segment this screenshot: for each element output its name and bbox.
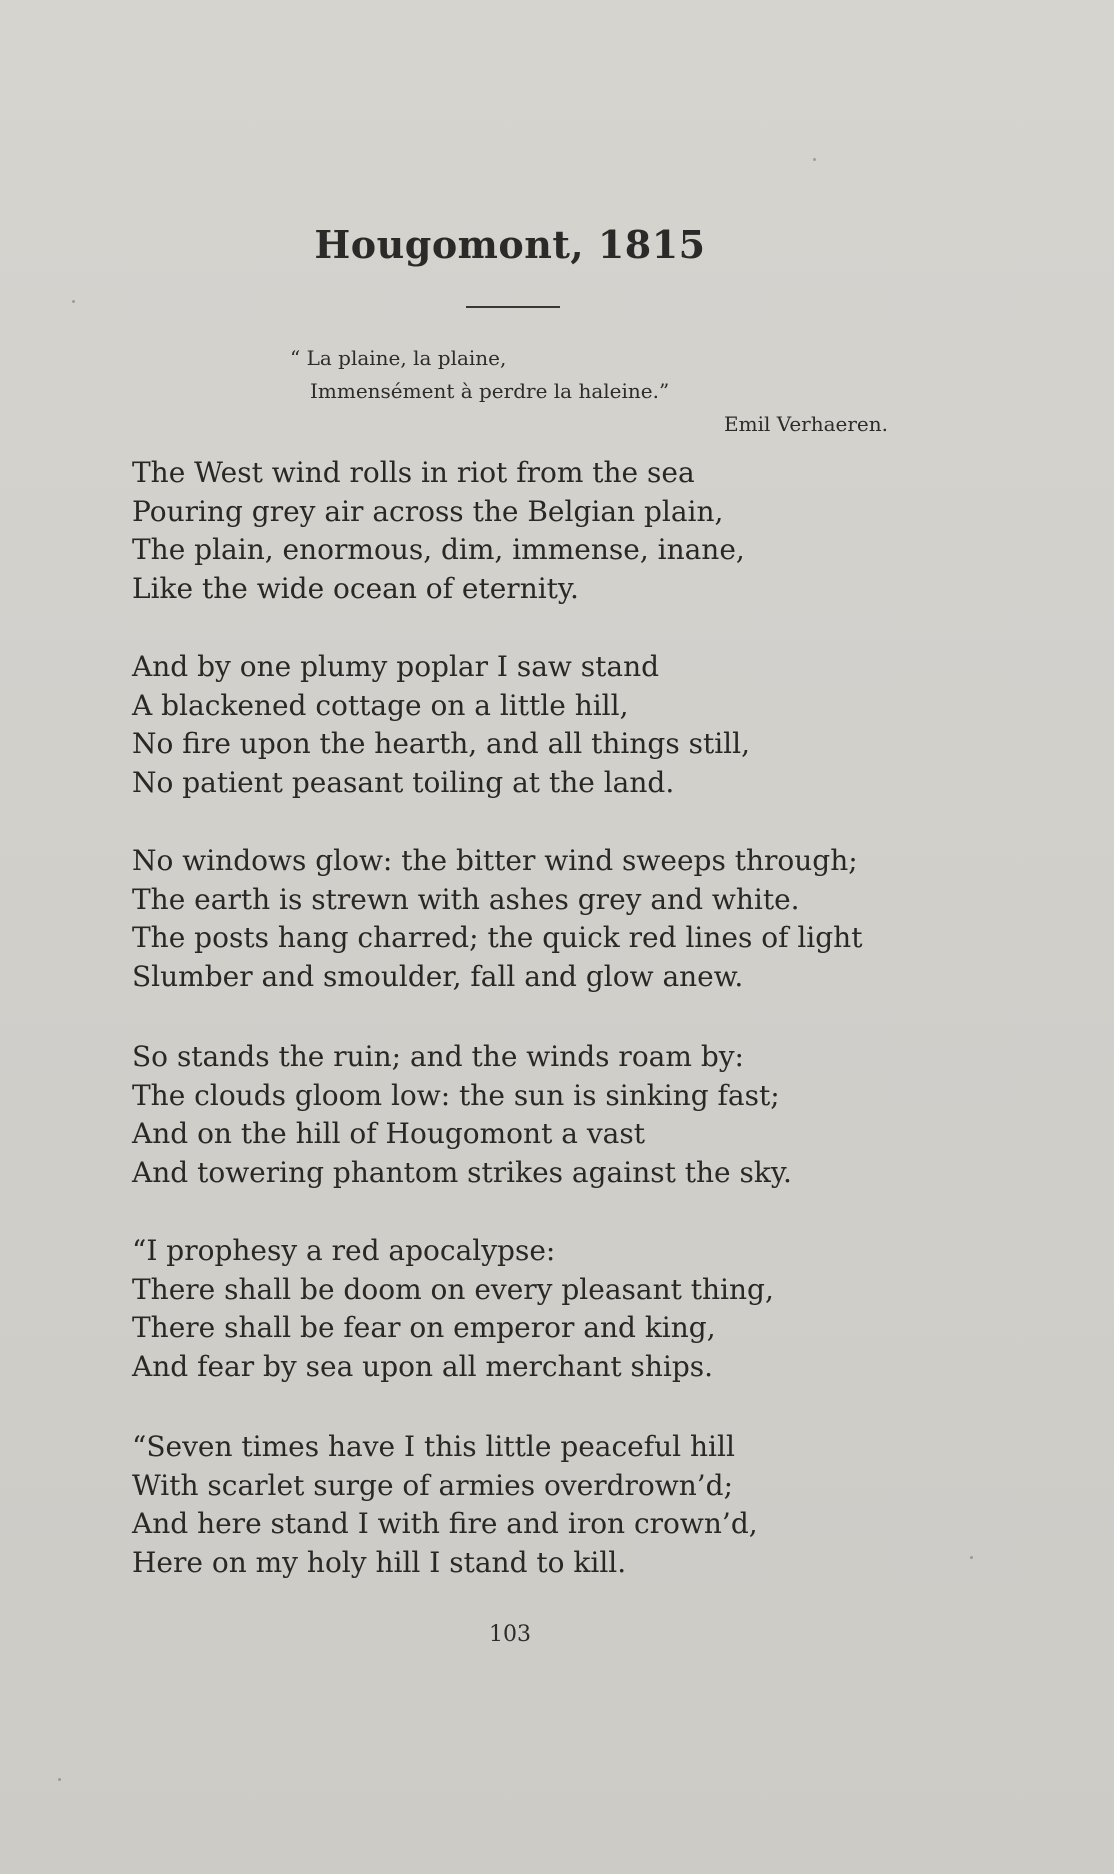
poem-line: “Seven times have I this little peaceful hill bbox=[132, 1430, 735, 1463]
poem-line: The West wind rolls in riot from the sea bbox=[132, 456, 695, 489]
stanza-4 bbox=[132, 1038, 1032, 1192]
poem-line: And fear by sea upon all merchant ships. bbox=[132, 1349, 714, 1383]
stanza-6 bbox=[132, 1428, 1032, 1582]
page-number: 103 bbox=[489, 1622, 531, 1647]
stanza-3 bbox=[132, 842, 1032, 996]
paper-speck bbox=[72, 300, 75, 303]
epigraph-line: “ La plaine, la plaine, bbox=[290, 346, 507, 370]
epigraph bbox=[290, 342, 890, 441]
poem-line: With scarlet surge of armies overdrown’d; bbox=[132, 1468, 734, 1502]
poem-line: So stands the ruin; and the winds roam by: bbox=[132, 1040, 744, 1073]
poem-line: The posts hang charred; the quick red lines of light bbox=[132, 921, 863, 954]
stanza-5 bbox=[132, 1232, 1032, 1386]
poem-line: Like the wide ocean of eternity. bbox=[132, 571, 579, 605]
poem-line: The earth is strewn with ashes grey and white. bbox=[132, 882, 800, 916]
paper-speck bbox=[970, 1556, 973, 1559]
poem-line: And here stand I with fire and iron crown’d, bbox=[132, 1507, 758, 1540]
poem-line: And towering phantom strikes against the sky. bbox=[132, 1155, 792, 1189]
poem-line: No fire upon the hearth, and all things still, bbox=[132, 727, 750, 760]
poem-line: There shall be fear on emperor and king, bbox=[132, 1311, 716, 1344]
stanza-1 bbox=[132, 454, 1032, 608]
poem-line: “I prophesy a red apocalypse: bbox=[132, 1234, 556, 1267]
poem-line: A blackened cottage on a little hill, bbox=[132, 688, 629, 722]
poem-line: And by one plumy poplar I saw stand bbox=[132, 650, 660, 683]
paper-speck bbox=[813, 158, 816, 161]
poem-line: The plain, enormous, dim, immense, inane, bbox=[132, 533, 745, 566]
poem-line: Slumber and smoulder, fall and glow anew. bbox=[132, 959, 744, 993]
poem-line: Pouring grey air across the Belgian plain, bbox=[132, 494, 724, 528]
poem-line: And on the hill of Hougomont a vast bbox=[132, 1117, 645, 1150]
poem-line: There shall be doom on every pleasant thing, bbox=[132, 1272, 774, 1306]
paper-speck bbox=[58, 1778, 61, 1781]
poem-line: Here on my holy hill I stand to kill. bbox=[132, 1545, 627, 1579]
poem-line: No windows glow: the bitter wind sweeps through; bbox=[132, 844, 858, 877]
poem-line: The clouds gloom low: the sun is sinking fast; bbox=[132, 1078, 780, 1112]
epigraph-line: Immensément à perdre la haleine.” bbox=[310, 379, 670, 403]
poem-line: No patient peasant toiling at the land. bbox=[132, 765, 675, 799]
poem-title: Hougomont, 1815 bbox=[314, 222, 706, 267]
epigraph-author: Emil Verhaeren. bbox=[724, 412, 888, 436]
title-rule bbox=[466, 306, 560, 308]
stanza-2 bbox=[132, 648, 1032, 802]
